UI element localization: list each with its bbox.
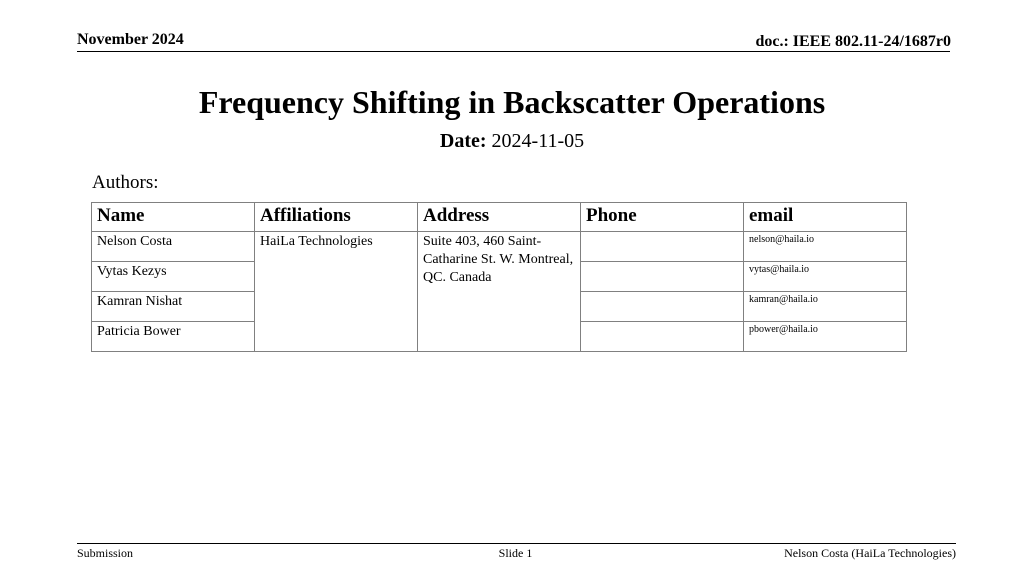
date-label: Date: (439, 130, 487, 152)
header-divider (77, 51, 950, 52)
column-header-address: Address (418, 203, 581, 232)
author-email: nelson@haila.io (744, 232, 907, 262)
column-header-affiliations: Affiliations (255, 203, 418, 232)
authors-label: Authors: (92, 172, 159, 193)
footer-slide-number: Slide 1 (498, 546, 533, 560)
author-email: pbower@haila.io (744, 322, 907, 352)
column-header-name: Name (92, 203, 255, 232)
slide-title: Frequency Shifting in Backscatter Operations (198, 84, 826, 120)
footer-author: Nelson Costa (HaiLa Technologies) (784, 546, 956, 560)
author-phone (581, 262, 744, 292)
table-header-row (92, 203, 907, 232)
author-phone (581, 292, 744, 322)
footer-divider (77, 543, 956, 544)
header-doc-id: doc.: IEEE 802.11-24/1687r0 (755, 33, 951, 50)
date-value: 2024-11-05 (491, 130, 585, 152)
author-phone (581, 232, 744, 262)
author-email: vytas@haila.io (744, 262, 907, 292)
table-row (92, 232, 907, 262)
author-name: Vytas Kezys (92, 262, 255, 292)
authors-table (91, 202, 907, 352)
author-name: Kamran Nishat (92, 292, 255, 322)
date-line (0, 130, 1024, 153)
author-name: Nelson Costa (92, 232, 255, 262)
column-header-email: email (744, 203, 907, 232)
author-affiliation: HaiLa Technologies (255, 232, 418, 352)
author-address: Suite 403, 460 Saint-Catharine St. W. Montreal, QC. Canada (418, 232, 581, 352)
header-date: November 2024 (77, 31, 184, 48)
author-phone (581, 322, 744, 352)
author-email: kamran@haila.io (744, 292, 907, 322)
footer-submission: Submission (77, 546, 134, 560)
author-name: Patricia Bower (92, 322, 255, 352)
column-header-phone: Phone (581, 203, 744, 232)
